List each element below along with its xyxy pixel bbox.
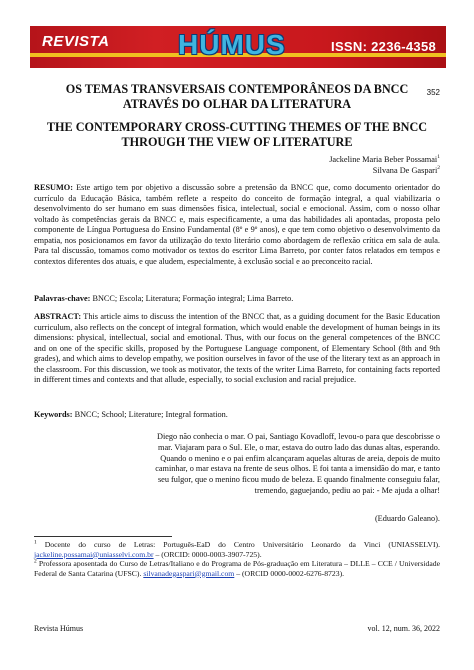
author-list — [329, 154, 440, 176]
author-1-footnote-ref[interactable]: 1 — [437, 154, 440, 161]
footnote-2-text: Professora aposentada do Curso de Letras/Italiano e do Programa de Pós-graduação em Literatura – DLLE – CCE / Universidade Federal de Santa Catarina (UFSC). — [34, 559, 441, 578]
abstract-text: This article aims to discuss the intention of the BNCC that, as a guiding document for the Basic Education curriculum, also reflects on the concept of integral formation, which would enable the development of human beings in its dimensions: physical, intellectual, social and emotional. Thus, with our focus on the general competences of the BNCC and on one of the specific skills, proposed by the Portuguese Language component, of Elementary School (8th and 9th grades), and which aims to develop empathy, we position ourselves in favor of the use of the literary text as an approach in the classroom. For this discussion, we took as motivator, the texts of the writer Lima Barreto, for containing facts reported in different times and contexts and that allude, especially, to social exclusion and racial prejudice. — [34, 312, 440, 385]
banner-revista-text: REVISTA — [42, 33, 110, 50]
abstract-paragraph — [34, 312, 440, 386]
abstract-label: ABSTRACT: — [34, 312, 82, 321]
resumo-label: RESUMO: — [34, 183, 73, 192]
author-1-name: Jackeline Maria Beber Possamai — [329, 155, 438, 164]
footnote-2 — [34, 559, 440, 578]
author-2-footnote-ref[interactable]: 2 — [437, 165, 440, 172]
title-portuguese — [34, 82, 440, 112]
author-2-name: Silvana De Gaspari — [372, 166, 438, 175]
author-1 — [329, 154, 440, 165]
keywords-paragraph — [34, 410, 440, 421]
footnote-1-text: Docente do curso de Letras: Português-EaD do Centro Universitário Leonardo da Vinci (UNIASSELVI). — [44, 540, 441, 549]
title-pt-line-1: OS TEMAS TRANSVERSAIS CONTEMPORÂNEOS DA BNCC — [65, 82, 409, 96]
title-english — [34, 120, 440, 150]
title-pt-line-2: ATRAVÉS DO OLHAR DA LITERATURA — [122, 97, 352, 111]
palavras-chave-paragraph — [34, 294, 440, 305]
footnotes — [34, 540, 440, 578]
palavras-chave-label: Palavras-chave: — [34, 294, 91, 303]
author-2 — [329, 165, 440, 176]
footnote-1-orcid: – (ORCID: 0000-0003-3907-725). — [153, 549, 262, 559]
footnote-2-orcid: – (ORCID 0000-0002-6276-8723). — [234, 568, 345, 578]
title-en-line-2: THROUGH THE VIEW OF LITERATURE — [121, 135, 353, 149]
keywords-label: Keywords: — [34, 410, 73, 419]
footnote-2-email-link[interactable]: silvanadegaspari@gmail.com — [143, 568, 235, 578]
palavras-chave-text: BNCC; Escola; Literatura; Formação integral; Lima Barreto. — [92, 294, 294, 303]
footnote-1-number: 1 — [34, 539, 37, 546]
issn-label: ISSN: 2236-4358 — [331, 39, 436, 54]
epigraph-quote: Diego não conhecia o mar. O pai, Santiago Kovadloff, levou-o para que descobrisse o mar. Viajaram para o Sul. Ele, o mar, estava do outro lado das dunas altas, esperando. Quando o menino e o pai enfim alcançaram aquelas alturas de areia, depois de muito caminhar, o mar estava na frente de seus olhos. E foi tanta a imensidão do mar, e tanto seu fulgor, que o menino ficou mudo de beleza. E quando finalmente conseguiu falar, tremendo, gaguejando, pediu ao pai: - Me ajuda a olhar! — [155, 432, 440, 495]
footer-journal-name: Revista Húmus — [34, 624, 84, 633]
footnote-divider — [34, 536, 172, 537]
epigraph-author: (Eduardo Galeano). — [374, 514, 440, 523]
resumo-text: Este artigo tem por objetivo a discussão sobre a pretensão da BNCC que, como documento orientador do currículo da Educação Básica, também reflete a respeito do conceito de formação integral, a qual viabilizaria o desenvolvimento do ser humano em suas dimensões física, intelectual, social e emocional. Assim, com o nosso olhar voltado às competências gerais da BNCC e, mais especificamente, a uma das habilidades ali apontadas, proposta pelo componente de Língua Portuguesa do Ensino Fundamental (8º e 9º anos), e que tem como objetivo o desenvolvimento da empatia, nos posicionamos em favor da utilização do texto literário como abordagem de reflexão crítica em sala de aula. Para tal discussão, tomamos como motivador os textos do escritor Lima Barreto, por conter fatos relatados em tempos e contextos diferentes dos atuais, e que aludem, especialmente, à exclusão social e ao preconceito racial. — [34, 183, 440, 266]
page-number: 352 — [426, 88, 440, 97]
resumo-paragraph — [34, 183, 440, 267]
footnote-1-email-link[interactable]: jackeline.possamai@uniasselvi.com.br — [34, 549, 154, 559]
journal-logo-title: HÚMUS — [178, 29, 286, 60]
journal-banner — [30, 26, 446, 68]
footnote-1 — [34, 540, 440, 559]
footnote-2-number: 2 — [34, 558, 37, 565]
title-en-line-1: THE CONTEMPORARY CROSS-CUTTING THEMES OF THE BNCC — [46, 120, 428, 134]
footer-volume-info: vol. 12, num. 36, 2022 — [367, 624, 440, 633]
keywords-text: BNCC; School; Literature; Integral formation. — [74, 410, 228, 419]
